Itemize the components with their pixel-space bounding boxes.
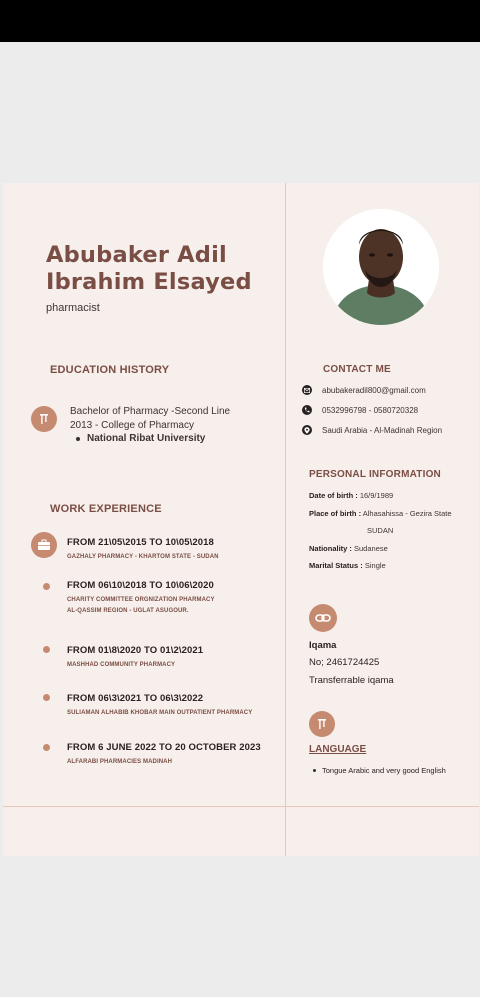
job-place: ALFARABI PHARMACIES MADINAH <box>67 759 173 765</box>
education-college: 2013 - College of Pharmacy <box>70 419 194 431</box>
marital-label: Marital Status : <box>309 561 363 570</box>
contact-address: Saudi Arabia - Al-Madinah Region <box>322 425 443 435</box>
job-entry <box>67 693 282 719</box>
briefcase-icon <box>31 532 57 558</box>
language-item <box>313 765 448 776</box>
timeline-dot <box>43 583 50 590</box>
job-entry <box>67 645 282 671</box>
education-university-row <box>70 432 275 446</box>
timeline-dot <box>43 646 50 653</box>
job-period: FROM 06\3\2021 TO 06\3\2022 <box>67 693 204 704</box>
profile-photo-illustration <box>323 209 439 325</box>
education-university: National Ribat University <box>87 433 206 444</box>
iqama-label: Iqama <box>309 640 337 651</box>
job-place: CHARITY COMMITTEE ORGNIZATION PHARMACY <box>67 597 215 603</box>
footer-divider <box>3 806 479 807</box>
education-heading: EDUCATION HISTORY <box>50 364 170 376</box>
job-place-line2: AL-QASSIM REGION - UGLAT ASUGOUR. <box>67 608 189 614</box>
work-heading: WORK EXPERIENCE <box>50 503 162 515</box>
job-period: FROM 06\10\2018 TO 10\06\2020 <box>67 580 214 591</box>
bullet-icon <box>76 437 80 441</box>
dob-row <box>309 491 393 500</box>
job-entry <box>67 742 282 768</box>
job-entry <box>67 537 282 563</box>
candidate-name: Abubaker Adil Ibrahim Elsayed <box>46 242 252 295</box>
nationality-row <box>309 544 388 553</box>
timeline-dot <box>43 694 50 701</box>
marital-row <box>309 561 386 570</box>
job-period: FROM 21\05\2015 TO 10\05\2018 <box>67 537 214 548</box>
candidate-title: pharmacist <box>46 302 100 314</box>
job-place: SULIAMAN ALHABIB KHOBAR MAIN OUTPATIENT PHARMACY <box>67 710 253 716</box>
education-entry <box>70 405 275 446</box>
contact-phone-row <box>302 405 418 415</box>
iqama-number: No; 2461724425 <box>309 657 380 668</box>
column-divider <box>285 183 286 856</box>
language-heading: LANGUAGE <box>309 744 367 755</box>
timeline-dot <box>43 744 50 751</box>
bullet-icon <box>313 769 316 772</box>
contact-email: abubakeradil800@gmail.com <box>322 385 426 395</box>
job-period: FROM 01\8\2020 TO 01\2\2021 <box>67 645 204 656</box>
job-place: GAZHALY PHARMACY - KHARTOM STATE - SUDAN <box>67 554 219 560</box>
pob-row <box>309 509 452 518</box>
link-icon <box>309 604 337 632</box>
location-pin-icon <box>302 425 312 435</box>
language-text: Tongue Arabic and very good English <box>322 766 446 775</box>
graduation-icon <box>31 406 57 432</box>
job-period: FROM 6 JUNE 2022 TO 20 OCTOBER 2023 <box>67 742 261 753</box>
pob-country: SUDAN <box>367 526 394 535</box>
graduation-icon <box>309 711 335 737</box>
profile-photo <box>323 209 439 325</box>
job-place: MASHHAD COMMUNITY PHARMACY <box>67 662 176 668</box>
email-icon <box>302 385 312 395</box>
contact-heading: CONTACT ME <box>323 364 391 375</box>
pob-label: Place of birth : <box>309 509 362 518</box>
pob-value: Alhasahissa - Gezira State <box>361 509 452 518</box>
nationality-label: Nationality : <box>309 544 352 553</box>
contact-address-row <box>302 425 442 435</box>
marital-value: Single <box>362 561 386 570</box>
phone-icon <box>302 405 312 415</box>
nationality-value: Sudanese <box>351 544 388 553</box>
contact-phone: 0532996798 - 0580720328 <box>322 405 419 415</box>
dob-value: 16/9/1989 <box>357 491 394 500</box>
education-degree: Bachelor of Pharmacy -Second Line <box>70 406 231 417</box>
job-entry <box>67 580 282 617</box>
dob-label: Date of birth : <box>309 491 358 500</box>
iqama-note: Transferrable iqama <box>309 675 394 686</box>
phone-status-bar <box>0 0 480 42</box>
personal-heading: PERSONAL INFORMATION <box>309 469 441 480</box>
contact-email-row <box>302 385 426 395</box>
resume-page <box>3 183 479 856</box>
